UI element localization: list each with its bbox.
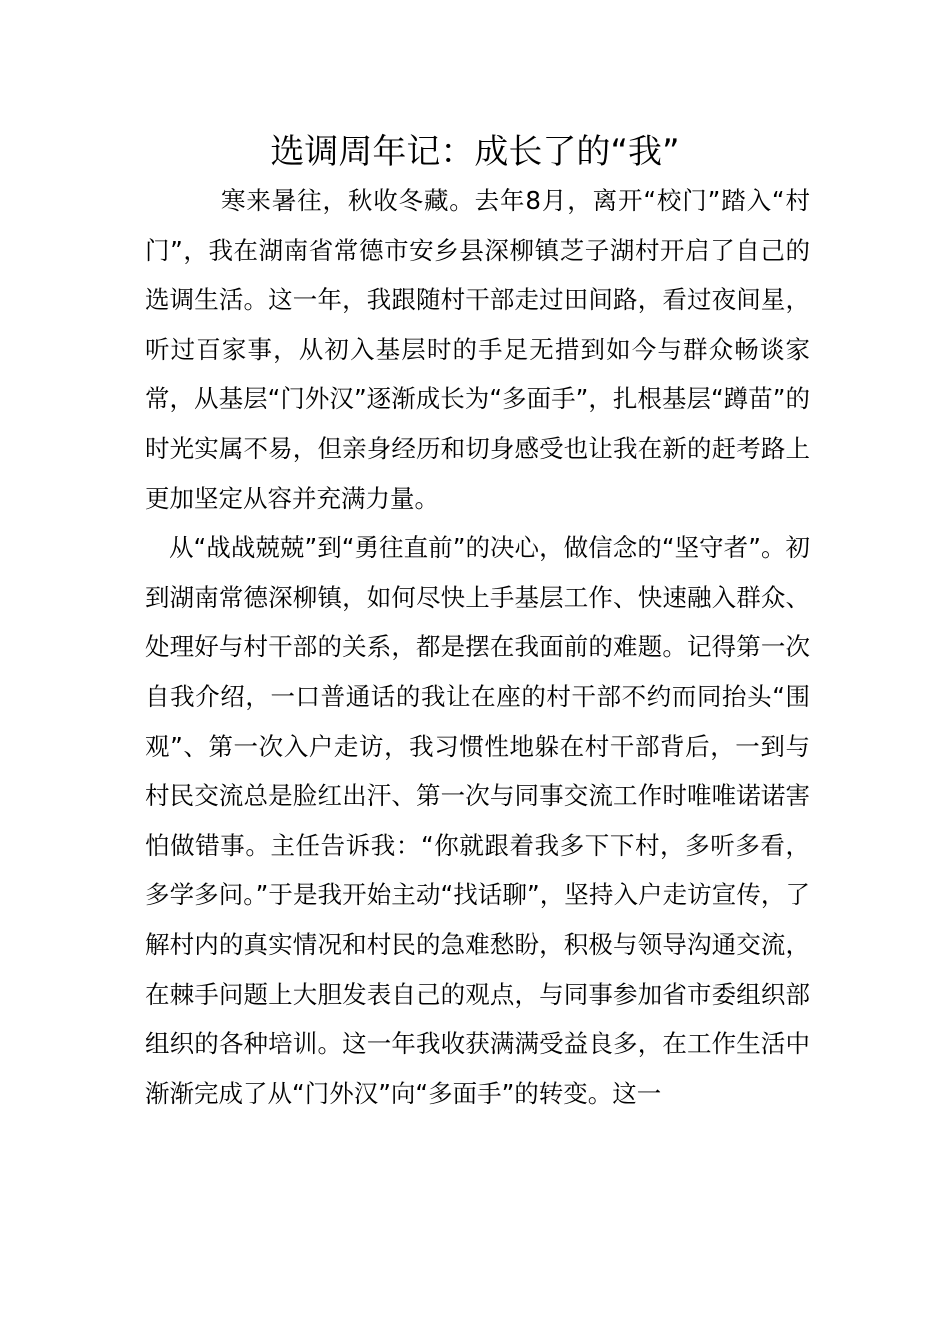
paragraph: 从“战战兢兢”到“勇往直前”的决心，做信念的“坚守者”。初到湖南常德深柳镇，如何尽快上手基层工作、快速融入群众、处理好与村干部的关系，都是摆在我面前的难题。记得第一次自我介绍，一口普通话的我让在座的村干部不约而同抬头“围观”、第一次入户走访，我习惯性地躲在村干部背后，一到与村民交流总是脸红出汗、第一次与同事交流工作时唯唯诺诺害怕做错事。主任告诉我：“你就跟着我多下下村，多听多看，多学多问。”于是我开始主动“找话聊”，坚持入户走访宣传，了解村内的真实情况和村民的急难愁盼，积极与领导沟通交流，在棘手问题上大胆发表自己的观点，与同事参加省市委组织部组织的各种培训。这一年我收获满满受益良多，在工作生活中渐渐完成了从“门外汉”向“多面手”的转变。这一: [145, 533, 810, 1108]
paragraph: 寒来暑往，秋收冬藏。去年8月，离开“校门”踏入“村门”，我在湖南省常德市安乡县深柳镇芝子湖村开启了自己的选调生活。这一年，我跟随村干部走过田间路，看过夜间星，听过百家事，从初入基层时的手足无措到如今与群众畅谈家常，从基层“门外汉”逐渐成长为“多面手”，扎根基层“蹲苗”的时光实属不易，但亲身经历和切身感受也让我在新的赶考路上更加坚定从容并充满力量。: [145, 186, 810, 513]
document-body: [145, 176, 810, 1118]
document-title: 选调周年记：成长了的“我”: [270, 132, 680, 172]
